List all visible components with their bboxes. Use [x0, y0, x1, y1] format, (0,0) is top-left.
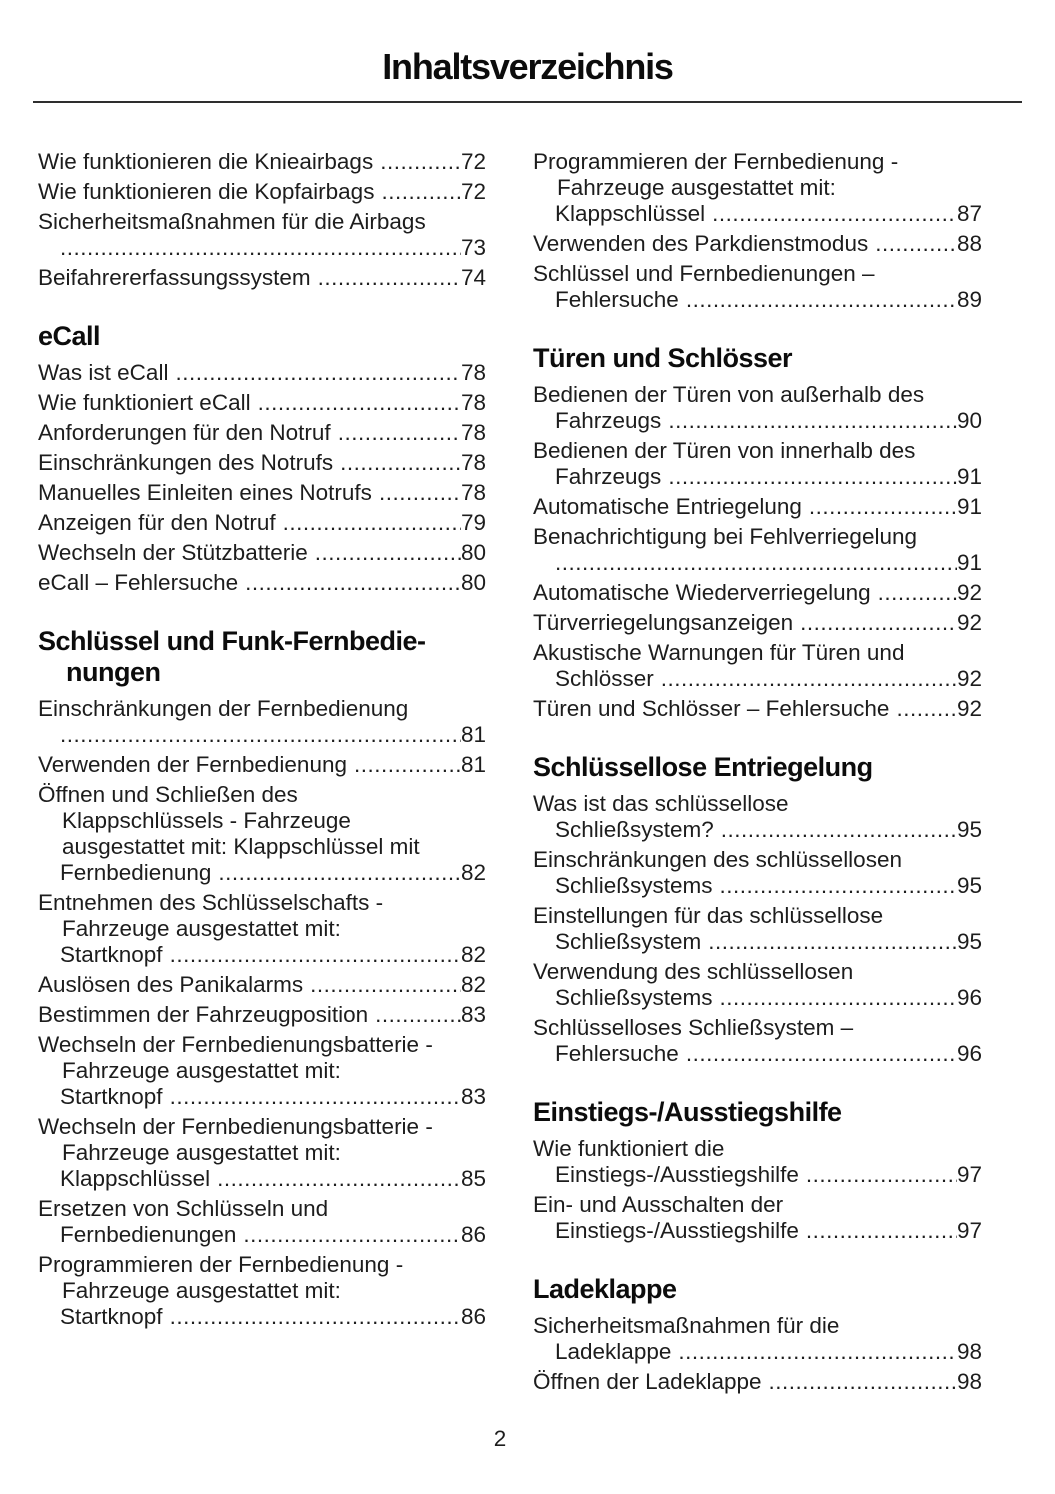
toc-entry-leader-line	[533, 817, 982, 843]
toc-entry	[533, 261, 982, 313]
section-heading	[38, 626, 486, 688]
toc-entry-text: Beifahrererfassungssystem	[38, 265, 311, 290]
toc-entry-line: Verwendung des schlüssellosen	[533, 959, 854, 984]
toc-entry-text: Wie funktionieren die Knieairbags	[38, 149, 374, 174]
toc-entry-text: Einstiegs-/Ausstiegshilfe	[555, 1218, 799, 1243]
toc-entry-leader-line	[38, 450, 486, 476]
dot-leader	[170, 1084, 461, 1110]
page-ref: 87	[956, 201, 982, 226]
toc-entry-text: Einstiegs-/Ausstiegshilfe	[555, 1162, 799, 1187]
toc-entry	[38, 265, 486, 291]
section-heading	[38, 321, 486, 352]
section-heading	[533, 752, 982, 783]
dot-leader	[720, 985, 957, 1011]
toc-entry-text: Klappschlüssel	[555, 201, 706, 226]
toc-entry	[533, 610, 982, 636]
page-ref: 92	[956, 666, 982, 691]
toc-entry-leader-line	[38, 235, 486, 261]
toc-entry-text: Anforderungen für den Notruf	[38, 420, 331, 445]
toc-entry-leader-line	[533, 985, 982, 1011]
toc-entry-text: Schließsystem?	[555, 817, 714, 842]
page-ref: 95	[956, 817, 982, 842]
page-title: Inhaltsverzeichnis	[382, 46, 673, 87]
toc-entry	[533, 580, 982, 606]
toc-entry-leader-line	[38, 480, 486, 506]
toc-entry-text: Bestimmen der Fahrzeugposition	[38, 1002, 369, 1027]
toc-entry	[38, 890, 486, 968]
page-ref: 96	[956, 985, 982, 1010]
toc-entry	[533, 696, 982, 722]
toc-entry	[38, 1252, 486, 1330]
toc-section	[533, 752, 982, 1067]
section-heading-line: Schlüssellose Entriegelung	[533, 752, 873, 782]
toc-entry-line: Programmieren der Fernbedienung -	[533, 149, 899, 174]
toc-entry	[533, 847, 982, 899]
dot-leader	[878, 580, 957, 606]
toc-entry	[38, 360, 486, 386]
toc-entry-text: Türverriegelungsanzeigen	[533, 610, 794, 635]
toc-section	[533, 1274, 982, 1395]
section-heading	[533, 1097, 982, 1128]
page-ref: 80	[460, 540, 486, 565]
toc-entry-text: Verwenden der Fernbedienung	[38, 752, 347, 777]
toc-entry	[38, 1114, 486, 1192]
section-heading-line: Türen und Schlösser	[533, 343, 793, 373]
dot-leader	[800, 610, 957, 636]
toc-entry	[533, 382, 982, 434]
page-ref: 95	[956, 873, 982, 898]
toc-entry-line: Fahrzeuge ausgestattet mit:	[62, 1058, 341, 1083]
dot-leader	[245, 570, 461, 596]
toc-entry	[38, 570, 486, 596]
toc-entry-line: Klappschlüssels - Fahrzeuge	[62, 808, 351, 833]
toc-entry-leader-line	[533, 494, 982, 520]
page-ref: 78	[460, 450, 486, 475]
page-ref: 98	[956, 1339, 982, 1364]
toc-section	[38, 626, 486, 1330]
toc-entry-text: Wechseln der Stützbatterie	[38, 540, 308, 565]
dot-leader	[721, 817, 957, 843]
dot-leader	[686, 287, 957, 313]
toc-entry-text: Schließsystem	[555, 929, 702, 954]
toc-entry-text: Einschränkungen des Notrufs	[38, 450, 334, 475]
toc-entry-leader-line	[533, 201, 982, 227]
toc-entry-line: Einschränkungen der Fernbedienung	[38, 696, 409, 721]
toc-columns	[0, 103, 1055, 1399]
toc-entry-leader-line	[38, 265, 486, 291]
toc-section	[38, 321, 486, 596]
toc-entry-text: Verwenden des Parkdienstmodus	[533, 231, 869, 256]
toc-entry	[533, 1192, 982, 1244]
toc-entry-leader-line	[533, 408, 982, 434]
toc-entry-leader-line	[533, 287, 982, 313]
toc-entry-leader-line	[38, 972, 486, 998]
dot-leader	[678, 1339, 957, 1365]
toc-entry-text: Anzeigen für den Notruf	[38, 510, 276, 535]
toc-entry-leader-line	[533, 610, 982, 636]
dot-leader	[318, 265, 461, 291]
toc-entry-text: eCall – Fehlersuche	[38, 570, 239, 595]
toc-column-left	[38, 149, 486, 1399]
section-heading-line: eCall	[38, 321, 101, 351]
page-ref: 92	[956, 696, 982, 721]
dot-leader	[217, 1166, 461, 1192]
toc-entry-line: Entnehmen des Schlüsselschafts -	[38, 890, 384, 915]
page-ref: 89	[956, 287, 982, 312]
toc-entry-text: Auslösen des Panikalarms	[38, 972, 304, 997]
toc-entry-text: Was ist eCall	[38, 360, 169, 385]
toc-entry	[533, 438, 982, 490]
toc-entry-line: Einstellungen für das schlüssellose	[533, 903, 884, 928]
toc-entry-line: Einschränkungen des schlüssellosen	[533, 847, 902, 872]
toc-entry-line: Fahrzeuge ausgestattet mit:	[62, 1278, 341, 1303]
page-ref: 92	[956, 580, 982, 605]
toc-section	[38, 149, 486, 291]
toc-entry	[38, 972, 486, 998]
toc-entry	[38, 149, 486, 175]
toc-entry	[38, 390, 486, 416]
toc-entry-text: Wie funktioniert eCall	[38, 390, 251, 415]
toc-entry-line: Fahrzeuge ausgestattet mit:	[62, 1140, 341, 1165]
toc-entry-leader-line	[38, 179, 486, 205]
toc-entry-line: Schlüssel und Fernbedienungen –	[533, 261, 875, 286]
page-ref: 97	[956, 1218, 982, 1243]
dot-leader	[555, 550, 957, 576]
toc-entry-leader-line	[533, 231, 982, 257]
toc-entry-text: Startknopf	[60, 942, 163, 967]
toc-column-right	[533, 149, 982, 1399]
page-ref: 81	[460, 722, 486, 747]
toc-entry-leader-line	[38, 510, 486, 536]
toc-page	[0, 46, 1055, 1451]
toc-entry	[38, 1196, 486, 1248]
page-ref: 85	[460, 1166, 486, 1191]
toc-entry	[38, 209, 486, 261]
page-ref: 88	[956, 231, 982, 256]
dot-leader	[218, 860, 461, 886]
toc-entry	[533, 524, 982, 576]
section-heading-line: Schlüssel und Funk-Fernbedie-	[38, 626, 426, 656]
page-ref: 91	[956, 464, 982, 489]
page-ref: 82	[460, 942, 486, 967]
toc-entry-leader-line	[533, 550, 982, 576]
section-heading-line: Ladeklappe	[533, 1274, 677, 1304]
toc-entry	[38, 480, 486, 506]
toc-entry-line: ausgestattet mit: Klappschlüssel mit	[62, 834, 420, 859]
toc-entry-text: Startknopf	[60, 1084, 163, 1109]
toc-entry	[38, 540, 486, 566]
toc-entry-leader-line	[533, 464, 982, 490]
page-ref: 78	[460, 360, 486, 385]
toc-entry-leader-line	[38, 860, 486, 886]
dot-leader	[60, 235, 461, 261]
dot-leader	[661, 666, 957, 692]
toc-entry-leader-line	[533, 873, 982, 899]
toc-entry-text: Schlösser	[555, 666, 654, 691]
toc-entry-leader-line	[38, 1222, 486, 1248]
toc-entry	[533, 1015, 982, 1067]
page-ref: 91	[956, 494, 982, 519]
toc-entry	[533, 231, 982, 257]
toc-entry-text: Fernbedienung	[60, 860, 212, 885]
toc-entry-line: Ersetzen von Schlüsseln und	[38, 1196, 329, 1221]
page-ref: 86	[460, 1222, 486, 1247]
page-ref: 81	[460, 752, 486, 777]
toc-entry	[38, 179, 486, 205]
page-ref: 79	[460, 510, 486, 535]
toc-entry-line: Schlüsselloses Schließsystem –	[533, 1015, 854, 1040]
page-ref: 72	[460, 149, 486, 174]
page-ref: 98	[956, 1369, 982, 1394]
toc-entry-line: Wechseln der Fernbedienungsbatterie -	[38, 1114, 433, 1139]
toc-entry-text: Fernbedienungen	[60, 1222, 237, 1247]
toc-entry-line: Öffnen und Schließen des	[38, 782, 298, 807]
toc-entry	[533, 903, 982, 955]
dot-leader	[806, 1162, 957, 1188]
page-ref: 80	[460, 570, 486, 595]
page-ref: 83	[460, 1002, 486, 1027]
toc-entry-text: Fehlersuche	[555, 287, 679, 312]
section-heading	[533, 343, 982, 374]
toc-entry	[38, 1002, 486, 1028]
page-ref: 73	[460, 235, 486, 260]
toc-section	[533, 1097, 982, 1244]
dot-leader	[668, 408, 957, 434]
toc-entry-text: Manuelles Einleiten eines Notrufs	[38, 480, 372, 505]
dot-leader	[243, 1222, 461, 1248]
dot-leader	[875, 231, 957, 257]
dot-leader	[375, 1002, 461, 1028]
page-ref: 78	[460, 420, 486, 445]
toc-entry-text: Fahrzeugs	[555, 408, 662, 433]
page-ref: 92	[956, 610, 982, 635]
toc-entry-leader-line	[533, 666, 982, 692]
toc-entry	[533, 494, 982, 520]
toc-entry-line: Fahrzeuge ausgestattet mit:	[557, 175, 836, 200]
toc-entry-leader-line	[533, 1369, 982, 1395]
toc-entry-line: Ein- und Ausschalten der	[533, 1192, 784, 1217]
toc-entry	[533, 1136, 982, 1188]
toc-entry-leader-line	[533, 929, 982, 955]
dot-leader	[175, 360, 461, 386]
toc-entry-leader-line	[38, 1166, 486, 1192]
page-ref: 72	[460, 179, 486, 204]
page-ref: 95	[956, 929, 982, 954]
toc-entry	[533, 1369, 982, 1395]
toc-entry-text: Startknopf	[60, 1304, 163, 1329]
section-heading-line: nungen	[66, 657, 161, 687]
toc-entry-line: Fahrzeuge ausgestattet mit:	[62, 916, 341, 941]
toc-entry-text: Klappschlüssel	[60, 1166, 211, 1191]
toc-entry	[38, 450, 486, 476]
dot-leader	[806, 1218, 957, 1244]
toc-entry-line: Benachrichtigung bei Fehlverriegelung	[533, 524, 917, 549]
dot-leader	[708, 929, 957, 955]
toc-entry-leader-line	[38, 752, 486, 778]
toc-entry	[38, 696, 486, 748]
dot-leader	[769, 1369, 957, 1395]
toc-entry-text: Automatische Entriegelung	[533, 494, 802, 519]
toc-entry-leader-line	[533, 696, 982, 722]
dot-leader	[170, 1304, 461, 1330]
toc-entry	[38, 510, 486, 536]
toc-entry-line: Bedienen der Türen von innerhalb des	[533, 438, 916, 463]
toc-entry-text: Ladeklappe	[555, 1339, 672, 1364]
dot-leader	[381, 179, 461, 205]
toc-entry	[38, 752, 486, 778]
dot-leader	[686, 1041, 957, 1067]
page-ref: 96	[956, 1041, 982, 1066]
dot-leader	[379, 480, 461, 506]
dot-leader	[380, 149, 461, 175]
toc-section	[533, 149, 982, 313]
section-heading	[533, 1274, 982, 1305]
page-ref: 82	[460, 860, 486, 885]
dot-leader	[310, 972, 461, 998]
toc-entry-leader-line	[533, 1218, 982, 1244]
page-ref: 91	[956, 550, 982, 575]
dot-leader	[340, 450, 461, 476]
toc-entry-text: Automatische Wiederverriegelung	[533, 580, 871, 605]
toc-entry-text: Öffnen der Ladeklappe	[533, 1369, 762, 1394]
dot-leader	[720, 873, 957, 899]
page-ref: 78	[460, 390, 486, 415]
dot-leader	[354, 752, 461, 778]
toc-entry	[38, 420, 486, 446]
toc-entry	[533, 149, 982, 227]
toc-entry-text: Fahrzeugs	[555, 464, 662, 489]
section-heading-line: Einstiegs-/Ausstiegshilfe	[533, 1097, 842, 1127]
toc-entry-leader-line	[533, 1041, 982, 1067]
toc-entry	[533, 640, 982, 692]
dot-leader	[315, 540, 461, 566]
toc-entry-leader-line	[38, 390, 486, 416]
dot-leader	[283, 510, 461, 536]
toc-entry-leader-line	[38, 149, 486, 175]
toc-entry	[533, 959, 982, 1011]
dot-leader	[668, 464, 957, 490]
page-ref: 97	[956, 1162, 982, 1187]
toc-entry-text: Schließsystems	[555, 985, 713, 1010]
toc-entry-leader-line	[38, 540, 486, 566]
toc-entry-leader-line	[38, 1084, 486, 1110]
toc-entry-line: Was ist das schlüssellose	[533, 791, 789, 816]
toc-entry-text: Wie funktionieren die Kopfairbags	[38, 179, 375, 204]
toc-entry-leader-line	[533, 1339, 982, 1365]
toc-entry-line: Sicherheitsmaßnahmen für die Airbags	[38, 209, 426, 234]
page-ref: 82	[460, 972, 486, 997]
toc-entry-line: Wie funktioniert die	[533, 1136, 725, 1161]
toc-section	[533, 343, 982, 722]
toc-entry-line: Wechseln der Fernbedienungsbatterie -	[38, 1032, 433, 1057]
page-ref: 74	[460, 265, 486, 290]
toc-entry-text: Fehlersuche	[555, 1041, 679, 1066]
dot-leader	[896, 696, 957, 722]
toc-entry-text: Schließsystems	[555, 873, 713, 898]
toc-entry-leader-line	[38, 360, 486, 386]
page-number: 2	[493, 1426, 507, 1451]
page-ref: 78	[460, 480, 486, 505]
toc-entry-leader-line	[38, 722, 486, 748]
toc-entry-leader-line	[533, 580, 982, 606]
dot-leader	[258, 390, 461, 416]
toc-entry	[38, 782, 486, 886]
dot-leader	[170, 942, 461, 968]
toc-entry	[38, 1032, 486, 1110]
toc-entry-leader-line	[38, 570, 486, 596]
toc-entry-line: Akustische Warnungen für Türen und	[533, 640, 905, 665]
toc-entry-line: Programmieren der Fernbedienung -	[38, 1252, 404, 1277]
toc-entry-leader-line	[38, 420, 486, 446]
toc-entry-line: Sicherheitsmaßnahmen für die	[533, 1313, 840, 1338]
toc-entry-line: Bedienen der Türen von außerhalb des	[533, 382, 925, 407]
dot-leader	[712, 201, 957, 227]
dot-leader	[338, 420, 461, 446]
dot-leader	[809, 494, 957, 520]
toc-entry-text: Türen und Schlösser – Fehlersuche	[533, 696, 890, 721]
toc-entry-leader-line	[38, 1304, 486, 1330]
page-ref: 83	[460, 1084, 486, 1109]
toc-entry-leader-line	[38, 942, 486, 968]
toc-entry	[533, 1313, 982, 1365]
toc-entry	[533, 791, 982, 843]
dot-leader	[60, 722, 461, 748]
toc-entry-leader-line	[38, 1002, 486, 1028]
toc-entry-leader-line	[533, 1162, 982, 1188]
page-ref: 90	[956, 408, 982, 433]
page-ref: 86	[460, 1304, 486, 1329]
